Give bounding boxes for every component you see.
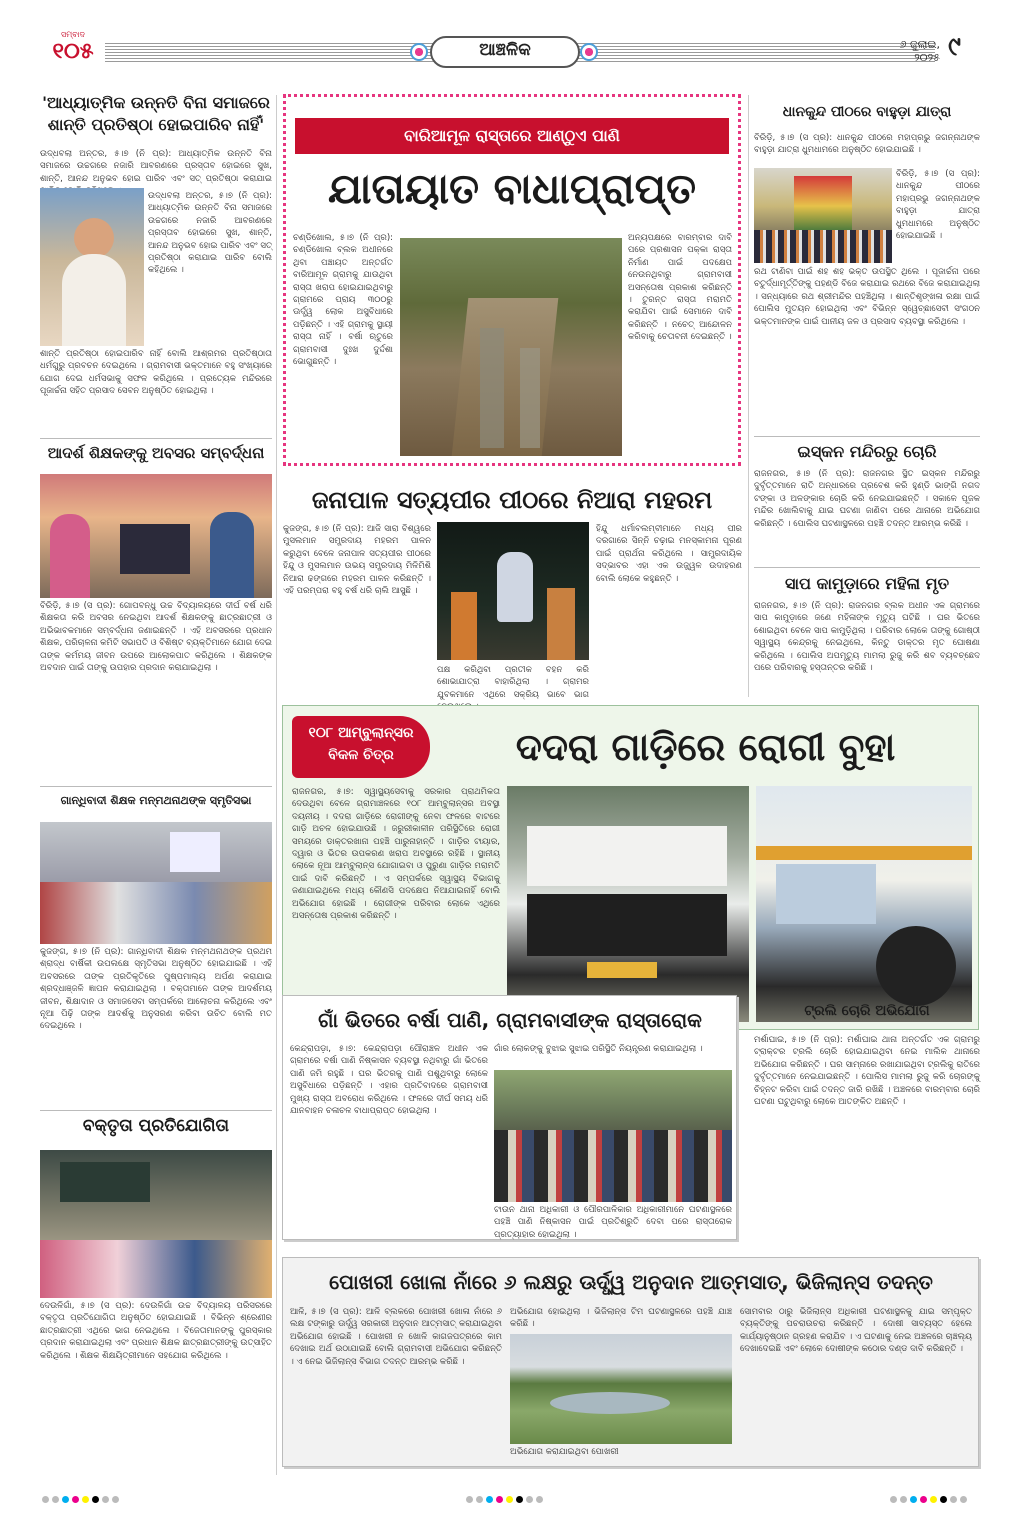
headline-teacher-farewell: ଆଦର୍ଶ ଶିକ୍ଷକଙ୍କୁ ଅବସର ସମ୍ବର୍ଦ୍ଧନା — [47, 444, 265, 462]
photo-pond — [510, 1334, 732, 1444]
article-body-snakebite: ରାଜନଗର, ୫।୭ (ନି ପ୍ର): ରାଜନଗର ବ୍ଲକ ଅଧୀନ ଏକ ଗ୍ରାମରେ ସାପ କାମୁଡ଼ାରେ ଜଣେ ମହିଳାଙ୍କ ମୃତ୍ୟୁ ଘଟିଛି । ଘର ଭିତରେ ଶୋଇଥିବା ବେଳେ ସାପ କାମୁଡ଼ିଥିଲା । ପରିବାର ଲୋକେ ତାଙ୍କୁ ଗୋଷ୍ଠୀ ସ୍ୱାସ୍ଥ୍ୟ କେନ୍ଦ୍ରକୁ ନେଇଥିଲେ, କିନ୍ତୁ ଡାକ୍ତର ମୃତ ଘୋଷଣା କରିଥିଲେ । ପୋଲିସ ଅପମୃତ୍ୟୁ ମାମଲା ରୁଜୁ କରି ଶବ ବ୍ୟବଚ୍ଛେଦ ପରେ ପରିବାରକୁ ହସ୍ତାନ୍ତର କରିଛି । — [754, 601, 980, 674]
article-body-rath-yatra-b: ରଥ ଟାଣିବା ପାଇଁ ଶହ ଶହ ଭକ୍ତ ଉପସ୍ଥିତ ଥିଲେ । ପୂଜାର୍ଚ୍ଚନା ପରେ ଚତୁର୍ଦ୍ଧାମୂର୍ତ୍ତିଙ୍କୁ ପହଣ୍ଡି ବିଜେ କରାଯାଇ ରଥରେ ବିଜେ କରାଯାଇଥିଲା । ସନ୍ଧ୍ୟାରେ ରଥ ଶ୍ରୀମନ୍ଦିର ପହଞ୍ଚିଥିଲା । ଶାନ୍ତିଶୃଙ୍ଖଳା ରକ୍ଷା ପାଇଁ ପୋଲିସ ମୁତୟନ ହୋଇଥିଲା ଏବଂ ବିଭିନ୍ନ ସ୍ୱେଚ୍ଛାସେବୀ ସଂଗଠନ ଭକ୍ତମାନଙ୍କ ପାଇଁ ପାନୀୟ ଜଳ ଓ ପ୍ରସାଦ ବ୍ୟବସ୍ଥା କରିଥିଲେ । — [754, 267, 980, 327]
photo-spiritual-leader — [40, 188, 144, 346]
ambulance-kicker-badge: ୧୦୮ ଆମ୍ବୁଲାନ୍ସର ବିକଳ ଚିତ୍ର — [292, 716, 430, 778]
photo-ambulance-front — [507, 786, 749, 1022]
pond-caption: ଅଭିଯୋଗ କରାଯାଇଥିବା ପୋଖରୀ — [510, 1447, 619, 1457]
newspaper-logo — [42, 30, 104, 70]
headline-spiritual: 'ଆଧ୍ୟାତ୍ମିକ ଉନ୍ନତି ବିନା ସମାଜରେ ଶାନ୍ତି ପ୍ରତିଷ୍ଠା ହୋଇପାରିବ ନାହିଁ' — [42, 93, 270, 134]
photo-memorial-meeting — [40, 822, 272, 944]
article-body-iskcon-theft: ରାଜନଗର, ୫।୭ (ନି ପ୍ର): ରାଜନଗର ସ୍ଥିତ ଇସ୍କନ ମନ୍ଦିରରୁ ଦୁର୍ବୃତ୍ତମାନେ ରାତି ଅନ୍ଧାରରେ ପ୍ରବେଶ କରି ହୁଣ୍ଡି ଭାଙ୍ଗି ନଗଦ ଟଙ୍କା ଓ ଅଳଙ୍କାର ଚୋରି କରି ନେଇଯାଇଛନ୍ତି । ସକାଳେ ପୂଜକ ମନ୍ଦିର ଖୋଲିବାକୁ ଯାଇ ଘଟଣା ଜାଣିବା ପରେ ଥାନାରେ ଅଭିଯୋଗ କରିଛନ୍ତି । ପୋଲିସ ଘଟଣାସ୍ଥଳରେ ପହଞ୍ଚି ତଦନ୍ତ ଆରମ୍ଭ କରିଛି । — [754, 469, 980, 529]
featured-body-col3: ଅନ୍ୟପକ୍ଷରେ ବାରମ୍ବାର ଦାବି ପରେ ପ୍ରଶାସନ ପକ୍କା ରାସ୍ତା ନିର୍ମାଣ ପାଇଁ ପଦକ୍ଷେପ ନେଉନଥିବାରୁ ଗ୍ରାମବାସୀ ଅସନ୍ତୋଷ ପ୍ରକାଶ କରିଛନ୍ତି । ତୁରନ୍ତ ରାସ୍ତା ମରାମତି କରାଯିବା ପାଇଁ ସେମାନେ ଦାବି କରିଛନ୍ତି । ନଚେତ୍ ଆନ୍ଦୋଳନ କରିବାକୁ ଚେତାବନୀ ଦେଇଛନ୍ତି । — [628, 233, 732, 343]
article-body-trolley-theft: ମର୍ଶାଘାଇ, ୫।୭ (ନି ପ୍ର): ମର୍ଶାଘାଇ ଥାନା ଅନ୍ତର୍ଗତ ଏକ ଗ୍ରାମରୁ ଟ୍ରାକ୍ଟର ଟ୍ରଲି ଚୋରି ହୋଇଯାଇଥିବା ନେଇ ମାଲିକ ଥାନାରେ ଅଭିଯୋଗ କରିଛନ୍ତି । ଘର ସାମ୍ନାରେ ରଖାଯାଇଥିବା ଟ୍ରଲିକୁ ରାତିରେ ଦୁର୍ବୃତ୍ତମାନେ ନେଇଯାଇଛନ୍ତି । ପୋଲିସ ମାମଲା ରୁଜୁ କରି ଚୋରଙ୍କୁ ଚିହ୍ନଟ କରିବା ପାଇଁ ତଦନ୍ତ ଜାରି ରଖିଛି । ଅଞ୍ଚଳରେ ବାରମ୍ବାର ଚୋରି ଘଟଣା ଘଟୁଥିବାରୁ ଲୋକେ ଆତଙ୍କିତ ଅଛନ୍ତି । — [754, 1035, 980, 1108]
headline-iskcon-theft: ଇସ୍କନ ମନ୍ଦିରରୁ ଚୋରି — [797, 442, 937, 461]
headline-speech-contest: ବକ୍ତୃତା ପ୍ରତିଯୋଗିତା — [82, 1116, 230, 1136]
masthead — [0, 0, 1020, 80]
headline-snakebite: ସାପ କାମୁଡ଼ାରେ ମହିଳା ମୃତ — [784, 574, 950, 593]
photo-speech-contest — [40, 1150, 272, 1298]
article-body-muharram-col1: କୁଜଙ୍ଗ, ୫।୭ (ନି ପ୍ର): ଆଜି ସାରା ବିଶ୍ୱରେ ମୁସଲମାନ ସମ୍ପ୍ରଦାୟ ମହରମ ପାଳନ କରୁଥିବା ବେଳେ ଜନାପାଳ ସତ୍ୟପୀର ପୀଠରେ ହିନ୍ଦୁ ଓ ମୁସଲମାନ ଉଭୟ ସମ୍ପ୍ରଦାୟ ମିଳିମିଶି ନିଆରା ଢଙ୍ଗରେ ମହରମ ପାଳନ କରିଛନ୍ତି । ଏହି ପରମ୍ପରା ବହୁ ବର୍ଷ ଧରି ଚାଲି ଆସୁଛି । — [283, 524, 431, 597]
headline-trolley-theft: ଟ୍ରଲି ଚୋରି ଅଭିଯୋଗ — [804, 1003, 930, 1019]
article-body-pond-col2: ଅଭିଯୋଗ ହୋଇଥିଲା । ଭିଜିଲାନ୍ସ ଟିମ ଘଟଣାସ୍ଥଳରେ ପହଞ୍ଚି ଯାଞ୍ଚ କରିଛି । — [510, 1307, 732, 1330]
article-body-muharram-col3: ହିନ୍ଦୁ ଧର୍ମାବଲମ୍ବୀମାନେ ମଧ୍ୟ ପୀର ଦରଗାରେ ସିନ୍ନି ଚଢ଼ାଇ ମନସ୍କାମନା ପୂରଣ ପାଇଁ ପ୍ରାର୍ଥନା କରିଥିଲେ । ସାମ୍ପ୍ରଦାୟିକ ସଦ୍ଭାବର ଏହା ଏକ ଉଜ୍ଜ୍ୱଳ ଉଦାହରଣ ବୋଲି ଲୋକେ କହୁଛନ୍ତି । — [596, 524, 742, 584]
registration-dots-left — [42, 1496, 119, 1503]
featured-body-col1: ଚଣ୍ଡିଖୋଲ, ୫।୭ (ନି ପ୍ର): ଚଣ୍ଡିଖୋଲ ବ୍ଲକ ଅଧୀନରେ ଥିବା ପଞ୍ଚାୟତ ଅନ୍ତର୍ଗତ ବାରିଆମୂଳ ଗ୍ରାମକୁ ଯାଉଥିବା ରାସ୍ତା ଖରାପ ହୋଇଯାଇଥିବାରୁ ଗ୍ରାମରେ ପ୍ରାୟ ୩୦୦ରୁ ଊର୍ଦ୍ଧ୍ୱ ଲୋକ ଅସୁବିଧାରେ ପଡ଼ିଛନ୍ତି । ଏହି ଗ୍ରାମକୁ ସ୍ଥାୟୀ ରାସ୍ତା ନାହିଁ । ବର୍ଷା ଋତୁରେ ଗ୍ରାମବାସୀ ଦୁଃଖ ଦୁର୍ଦ୍ଦଶା ଭୋଗୁଛନ୍ତି । — [293, 233, 393, 368]
protest-caption: ଟାଉନ ଥାନା ଅଧିକାରୀ ଓ ପୌରପାଳିକାର ଅଧିକାରୀମାନେ ଘଟଣାସ୍ଥଳରେ ପହଞ୍ଚି ପାଣି ନିଷ୍କାସନ ପାଇଁ ପ୍ରତିଶ୍ରୁତି ଦେବା ପରେ ରାସ୍ତାରୋକ ପ୍ରତ୍ୟାହାର ହୋଇଥିଲା । — [494, 1205, 732, 1240]
ambulance-headline: ଦଦରା ଗାଡ଼ିରେ ରୋଗୀ ବୁହା — [515, 725, 896, 769]
registration-dots-center — [466, 1496, 543, 1503]
issue-date: ୬ ଜୁଲାଇ, ୨୦୨୫ — [899, 38, 940, 64]
article-body-rath-yatra-a: ବିରିଡ଼ି, ୫।୭ (ସ ପ୍ର): ଧାନକୁନ୍ଦ ପୀଠରେ ମହାପ୍ରଭୁ ଜଗନ୍ନାଥଙ୍କ ବାହୁଡ଼ା ଯାତ୍ରା ଧୁମଧାମରେ ଅନୁଷ୍ଠିତ ହୋଇଯାଇଛି । — [754, 133, 980, 156]
photo-muddy-road — [400, 238, 622, 456]
photo-muharram-procession — [437, 522, 589, 660]
article-body-pond-col1: ଆଳି, ୫।୭ (ସ ପ୍ର): ଆଳି ବ୍ଲକରେ ପୋଖରୀ ଖୋଳା ନାଁରେ ୬ ଲକ୍ଷ ଟଙ୍କାରୁ ଊର୍ଦ୍ଧ୍ୱ ସରକାରୀ ଅନୁଦାନ ଆତ୍ମସାତ୍ କରାଯାଇଥିବା ଅଭିଯୋଗ ହୋଇଛି । ପୋଖରୀ ନ ଖୋଳି କାଗଜପତ୍ରରେ କାମ ଦେଖାଇ ଅର୍ଥ ଉଠାଯାଇଛି ବୋଲି ଗ୍ରାମବାସୀ ଅଭିଯୋଗ କରିଛନ୍ତି । ଏ ନେଇ ଭିଜିଲାନ୍ସ ବିଭାଗ ତଦନ୍ତ ଆରମ୍ଭ କରିଛି । — [290, 1307, 502, 1367]
featured-headline: ଯାତାୟାତ ବାଧାପ୍ରାପ୍ତ — [327, 164, 697, 213]
headline-memorial: ଗାନ୍ଧିବାଦୀ ଶିକ୍ଷକ ମନ୍ମଥନାଥଙ୍କ ସ୍ମୃତିସଭା — [60, 794, 252, 807]
article-body-spiritual-a: ଉଦ୍ଧବଲା ଅନ୍ତର, ୫।୭ (ନି ପ୍ର): ଆଧ୍ୟାତ୍ମିକ ଉନ୍ନତି ବିନା ସମାଜରେ ଉଚ୍ଚଗରେ ନଜାରି ଆବରଣରେ ପ୍ରସ୍ତାବ ହୋଇରେ ସୁଖ, ଶାନ୍ତି, ଆନନ୍ଦ ଅନୁଭବ ହୋଇ ପାରିବ ଏବଂ ସତ୍ ପ୍ରତିଷ୍ଠା କରାଯାଇ — [40, 149, 272, 184]
logo-number: ୧୦୫ — [52, 39, 94, 64]
article-body-protest-col2: ଗାଁର ଲୋକଙ୍କୁ ବୁଝାଇ ସୁଝାଇ ପରିସ୍ଥିତି ନିୟନ୍ତ୍ରଣ କରାଯାଇଥିଲା । — [494, 1044, 703, 1054]
headline-muharram: ଜନାପାଳ ସତ୍ୟପୀର ପୀଠରେ ନିଆରା ମହରମ — [311, 486, 713, 514]
article-body-spiritual-a2: ଉଦ୍ଧବଲା ଅନ୍ତର, ୫।୭ (ନି ପ୍ର): ଆଧ୍ୟାତ୍ମିକ ଉନ୍ନତି ବିନା ସମାଜରେ ଉଚ୍ଚଗରେ ନଜାରି ଆବରଣରେ ପ୍ରସ୍ତାବ ହୋଇରେ ସୁଖ, ଶାନ୍ତି, ଆନନ୍ଦ ଅନୁଭବ ହୋଇ ପାରିବ ଏବଂ ସତ୍ ପ୍ରତିଷ୍ଠା କରାଯାଇ ପାରିବ ବୋଲି କହିଥିଲେ । — [148, 191, 272, 276]
headline-protest: ଗାଁ ଭିତରେ ବର୍ଷା ପାଣି, ଗ୍ରାମବାସୀଙ୍କ ରାସ୍ତାରୋକ — [318, 1008, 702, 1032]
logo-caption: ସମ୍ବାଦ — [61, 30, 85, 39]
photo-ambulance-side — [756, 786, 972, 1022]
article-body-pond-col3: ସୋମବାର ଠାରୁ ଭିଜିଲାନ୍ସ ଅଧିକାରୀ ଘଟଣାସ୍ଥଳକୁ ଯାଇ ସମ୍ପୃକ୍ତ ବ୍ୟକ୍ତିଙ୍କୁ ପଚରାଉଚରା କରିଛନ୍ତି । ଦୋଷୀ ସାବ୍ୟସ୍ତ ହେଲେ କାର୍ଯ୍ୟାନୁଷ୍ଠାନ ଗ୍ରହଣ କରାଯିବ । ଏ ଘଟଣାକୁ ନେଇ ଅଞ୍ଚଳରେ ଚାଞ୍ଚଲ୍ୟ ଦେଖାଦେଇଛି ଏବଂ ଲୋକେ ଦୋଷୀଙ୍କ କଠୋର ଦଣ୍ଡ ଦାବି କରିଛନ୍ତି । — [740, 1307, 972, 1355]
photo-rath-yatra — [754, 168, 892, 263]
registration-dots-right — [890, 1496, 967, 1503]
article-body-speech-contest: ଦେଉଳିଗାଁ, ୫।୭ (ସ ପ୍ର): ଦେଉଳିଗାଁ ଉଚ୍ଚ ବିଦ୍ୟାଳୟ ପରିସରରେ ବକ୍ତୃତା ପ୍ରତିଯୋଗିତା ଅନୁଷ୍ଠିତ ହୋଇଯାଇଛି । ବିଭିନ୍ନ ଶ୍ରେଣୀର ଛାତ୍ରଛାତ୍ରୀ ଏଥିରେ ଭାଗ ନେଇଥିଲେ । ବିଜେତାମାନଙ୍କୁ ପୁରସ୍କାର ପ୍ରଦାନ କରାଯାଇଥିଲା ଏବଂ ପ୍ରଧାନ ଶିକ୍ଷକ ଛାତ୍ରଛାତ୍ରୀଙ୍କୁ ଉତ୍ସାହିତ କରିଥିଲେ । ଶିକ୍ଷକ ଶିକ୍ଷୟିତ୍ରୀମାନେ ସହଯୋଗ କରିଥିଲେ । — [40, 1301, 272, 1361]
article-body-teacher-farewell: ବିରିଡ଼ି, ୫।୭ (ସ ପ୍ର): ଗୋପବନ୍ଧୁ ଉଚ୍ଚ ବିଦ୍ୟାଳୟରେ ଦୀର୍ଘ ବର୍ଷ ଧରି ଶିକ୍ଷକତା କରି ଅବସର ନେଇଥିବା ଆଦର୍ଶ ଶିକ୍ଷକଙ୍କୁ ଛାତ୍ରଛାତ୍ରୀ ଓ ଅଭିଭାବକମାନେ ସମ୍ବର୍ଦ୍ଧନା ଜଣାଇଛନ୍ତି । ଏହି ଅବସରରେ ପ୍ରଧାନ ଶିକ୍ଷକ, ପରିଚାଳନା କମିଟି ସଭାପତି ଓ ବିଶିଷ୍ଟ ବ୍ୟକ୍ତିମାନେ ଯୋଗ ଦେଇ ତାଙ୍କ କର୍ମମୟ ଜୀବନ ଉପରେ ଆଲୋକପାତ କରିଥିଲେ । ଶିକ୍ଷକଙ୍କ ଅବଦାନ ପାଇଁ ତାଙ୍କୁ ଉପହାର ପ୍ରଦାନ କରାଯାଇଥିଲା । — [40, 601, 272, 674]
article-body-memorial: କୁଜଙ୍ଗ, ୫।୭ (ନି ପ୍ର): ଗାନ୍ଧିବାଦୀ ଶିକ୍ଷକ ମନ୍ମଥନାଥଙ୍କ ପ୍ରଥମ ଶ୍ରାଦ୍ଧ ବାର୍ଷିକୀ ଉପଲକ୍ଷେ ସ୍ମୃତିସଭା ଅନୁଷ୍ଠିତ ହୋଇଯାଇଛି । ଏହି ଅବସରରେ ତାଙ୍କ ପ୍ରତିକୃତିରେ ପୁଷ୍ପମାଲ୍ୟ ଅର୍ପଣ କରାଯାଇ ଶ୍ରଦ୍ଧାଞ୍ଜଳି ଜ୍ଞାପନ କରାଯାଇଥିଲା । ବକ୍ତାମାନେ ତାଙ୍କ ଆଦର୍ଶମୟ ଜୀବନ, ଶିକ୍ଷାଦାନ ଓ ସମାଜସେବା ସମ୍ପର୍କରେ ଆଲୋଚନା କରିଥିଲେ ଏବଂ ନୂଆ ପିଢ଼ି ତାଙ୍କ ଆଦର୍ଶକୁ ଅନୁସରଣ କରିବା ଉଚିତ ବୋଲି ମତ ଦେଇଥିଲେ । — [40, 947, 272, 1032]
article-body-ambulance: ରାଜନଗର, ୫।୭: ସ୍ୱାସ୍ଥ୍ୟସେବାକୁ ସରକାର ପ୍ରାଥମିକତା ଦେଉଥିବା ବେଳେ ଗ୍ରାମାଞ୍ଚଳରେ ୧୦୮ ଆମ୍ବୁଲାନ୍ସର ଅବସ୍ଥା ଦୟନୀୟ । ଦଦରା ଗାଡ଼ିରେ ରୋଗୀଙ୍କୁ ନେବା ଫଳରେ ବାଟରେ ଗାଡ଼ି ଅଚଳ ହୋଇଯାଉଛି । ଜରୁରୀକାଳୀନ ପରିସ୍ଥିତିରେ ରୋଗୀ ସମୟରେ ଡାକ୍ତରଖାନା ପହଞ୍ଚି ପାରୁନାହାନ୍ତି । ଗାଡ଼ିର ଟାୟାର, ଦ୍ୱାର ଓ ଭିତର ଉପକରଣ ଖରାପ ଅବସ୍ଥାରେ ରହିଛି । ସ୍ଥାନୀୟ ଲୋକେ ନୂଆ ଆମ୍ବୁଲାନ୍ସ ଯୋଗାଇବା ଓ ପୁରୁଣା ଗାଡ଼ିର ମରାମତି ପାଇଁ ଦାବି କରିଛନ୍ତି । ଏ ସମ୍ପର୍କରେ ସ୍ୱାସ୍ଥ୍ୟ ବିଭାଗକୁ ଜଣାଯାଇଥିଲେ ମଧ୍ୟ କୌଣସି ପଦକ୍ଷେପ ନିଆଯାଇନାହିଁ ବୋଲି ଅଭିଯୋଗ ହୋଇଛି । ରୋଗୀଙ୍କ ପରିବାର ଲୋକେ ଏଥିରେ ଅସନ୍ତୋଷ ପ୍ରକାଶ କରିଛନ୍ତି । — [292, 787, 500, 922]
section-title: ଆଞ୍ଚଳିକ — [479, 40, 531, 60]
article-body-muharram-col2: ପକ୍ଷ କରିଥିବା ପ୍ରତୀକ ବହନ କରି ଶୋଭାଯାତ୍ରା ବାହାରିଥିଲା । ଗ୍ରାମର ଯୁବକମାନେ ଏଥିରେ ସକ୍ରିୟ ଭାବେ ଭାଗ — [437, 665, 589, 700]
headline-rath-yatra: ଧାନକୁନ୍ଦ ପୀଠରେ ବାହୁଡ଼ା ଯାତ୍ରା — [782, 104, 952, 120]
article-body-protest-col1: କେନ୍ଦ୍ରାପଡ଼ା, ୫।୭: କେନ୍ଦ୍ରାପଡ଼ା ପୌରାଞ୍ଚଳ ଅଧୀନ ଏକ ଗ୍ରାମରେ ବର୍ଷା ପାଣି ନିଷ୍କାସନ ବ୍ୟବସ୍ଥା ନଥିବାରୁ ଗାଁ ଭିତରେ ପାଣି ଜମି ରହୁଛି । ଘର ଭିତରକୁ ପାଣି ପଶୁଥିବାରୁ ଲୋକେ ଅସୁବିଧାରେ ପଡ଼ିଛନ୍ତି । ଏହାର ପ୍ରତିବାଦରେ ଗ୍ରାମବାସୀ ମୁଖ୍ୟ ରାସ୍ତା ଅବରୋଧ କରିଥିଲେ । ଫଳରେ ଦୀର୍ଘ ସମୟ ଧରି ଯାନବାହନ ଚଳାଚଳ ବାଧାପ୍ରାପ୍ତ ହୋଇଥିଲା । — [290, 1044, 488, 1117]
photo-teacher-felicitation — [40, 474, 272, 598]
target-dot-icon — [580, 43, 598, 61]
target-dot-icon — [410, 43, 428, 61]
article-body-spiritual-b: ଶାନ୍ତି ପ୍ରତିଷ୍ଠା ହୋଇପାରିବ ନାହିଁ ବୋଲି ଆଶ୍ରମର ପ୍ରତିଷ୍ଠାତା ଧର୍ମଗୁରୁ ପ୍ରବଚନ ଦେଇଥିଲେ । ଗ୍ରାମବାସୀ ଭକ୍ତମାନେ ବହୁ ସଂଖ୍ୟାରେ ଯୋଗ ଦେଇ ଧର୍ମସଭାକୁ ସଫଳ କରିଥିଲେ । ପ୍ରତ୍ୟେକ ମନ୍ଦିରରେ ପୂଜାର୍ଚ୍ଚନା ସହିତ ପ୍ରସାଦ ସେବନ ଅନୁଷ୍ଠିତ ହୋଇଥିଲା । — [40, 349, 272, 397]
page-number: ୯ — [948, 32, 961, 62]
photo-protest-roadblock — [494, 1070, 732, 1202]
headline-pond-scam: ପୋଖରୀ ଖୋଳା ନାଁରେ ୬ ଲକ୍ଷରୁ ଊର୍ଦ୍ଧ୍ୱ ଅନୁଦାନ ଆତ୍ମସାତ୍, ଭିଜିଲାନ୍ସ ତଦନ୍ତ — [329, 1270, 933, 1294]
article-body-rath-yatra-a2: ବିରିଡ଼ି, ୫।୭ (ସ ପ୍ର): ଧାନକୁନ୍ଦ ପୀଠରେ ମହାପ୍ରଭୁ ଜଗନ୍ନାଥଙ୍କ ବାହୁଡ଼ା ଯାତ୍ରା ଧୁମଧାମରେ ଅନୁଷ୍ଠିତ ହୋଇଯାଇଛି । — [896, 169, 980, 242]
featured-kicker-banner: ବାରିଆମୂଳ ରାସ୍ତାରେ ଆଣ୍ଠୁଏ ପାଣି — [295, 118, 729, 154]
